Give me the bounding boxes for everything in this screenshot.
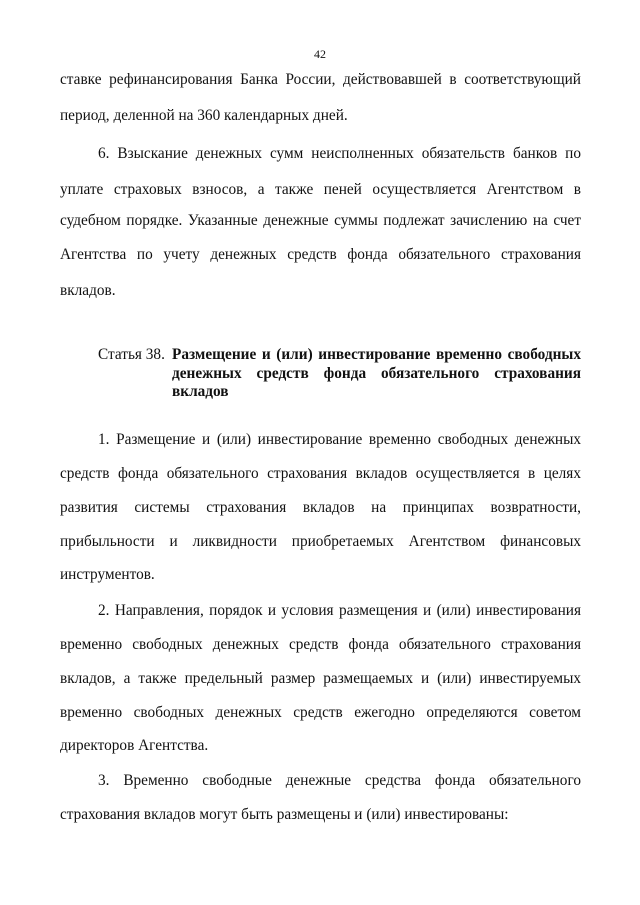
text-line: ставке рефинансирования Банка России, действовавшей в соответствующий bbox=[60, 71, 581, 88]
text-line: 6. Взыскание денежных сумм неисполненных обязательств банков по bbox=[98, 145, 581, 162]
text-line: временно свободных денежных средств фонда обязательного страхования bbox=[60, 636, 581, 653]
text-line: прибыльности и ликвидности приобретаемых Агентством финансовых bbox=[60, 533, 581, 550]
article-label: Статья 38. bbox=[98, 346, 165, 363]
text-line: Агентства по учету денежных средств фонда обязательного страхования bbox=[60, 246, 581, 263]
article-title: Размещение и (или) инвестирование временно свободных денежных средств фонда обязательного страхования вкладов bbox=[172, 346, 581, 400]
text-line: развития системы страхования вкладов на принципах возвратности, bbox=[60, 499, 581, 516]
text-line: 2. Направления, порядок и условия размещения и (или) инвестирования bbox=[98, 602, 581, 619]
text-line: страхования вкладов могут быть размещены и (или) инвестированы: bbox=[60, 806, 509, 823]
text-line: период, деленной на 360 календарных дней. bbox=[60, 107, 348, 124]
text-line: судебном порядке. Указанные денежные суммы подлежат зачислению на счет bbox=[60, 212, 581, 229]
text-line: средств фонда обязательного страхования вкладов осуществляется в целях bbox=[60, 465, 581, 482]
text-line: инструментов. bbox=[60, 566, 155, 583]
text-line: 1. Размещение и (или) инвестирование временно свободных денежных bbox=[98, 431, 581, 448]
page-number: 42 bbox=[314, 47, 326, 61]
text-line: вкладов, а также предельный размер размещаемых и (или) инвестируемых bbox=[60, 670, 581, 687]
text-line: 3. Временно свободные денежные средства фонда обязательного bbox=[98, 772, 581, 789]
text-line: уплате страховых взносов, а также пеней осуществляется Агентством в bbox=[60, 181, 581, 198]
text-line: временно свободных денежных средств ежегодно определяются советом bbox=[60, 704, 581, 721]
text-line: вкладов. bbox=[60, 282, 116, 299]
text-line: директоров Агентства. bbox=[60, 737, 209, 754]
